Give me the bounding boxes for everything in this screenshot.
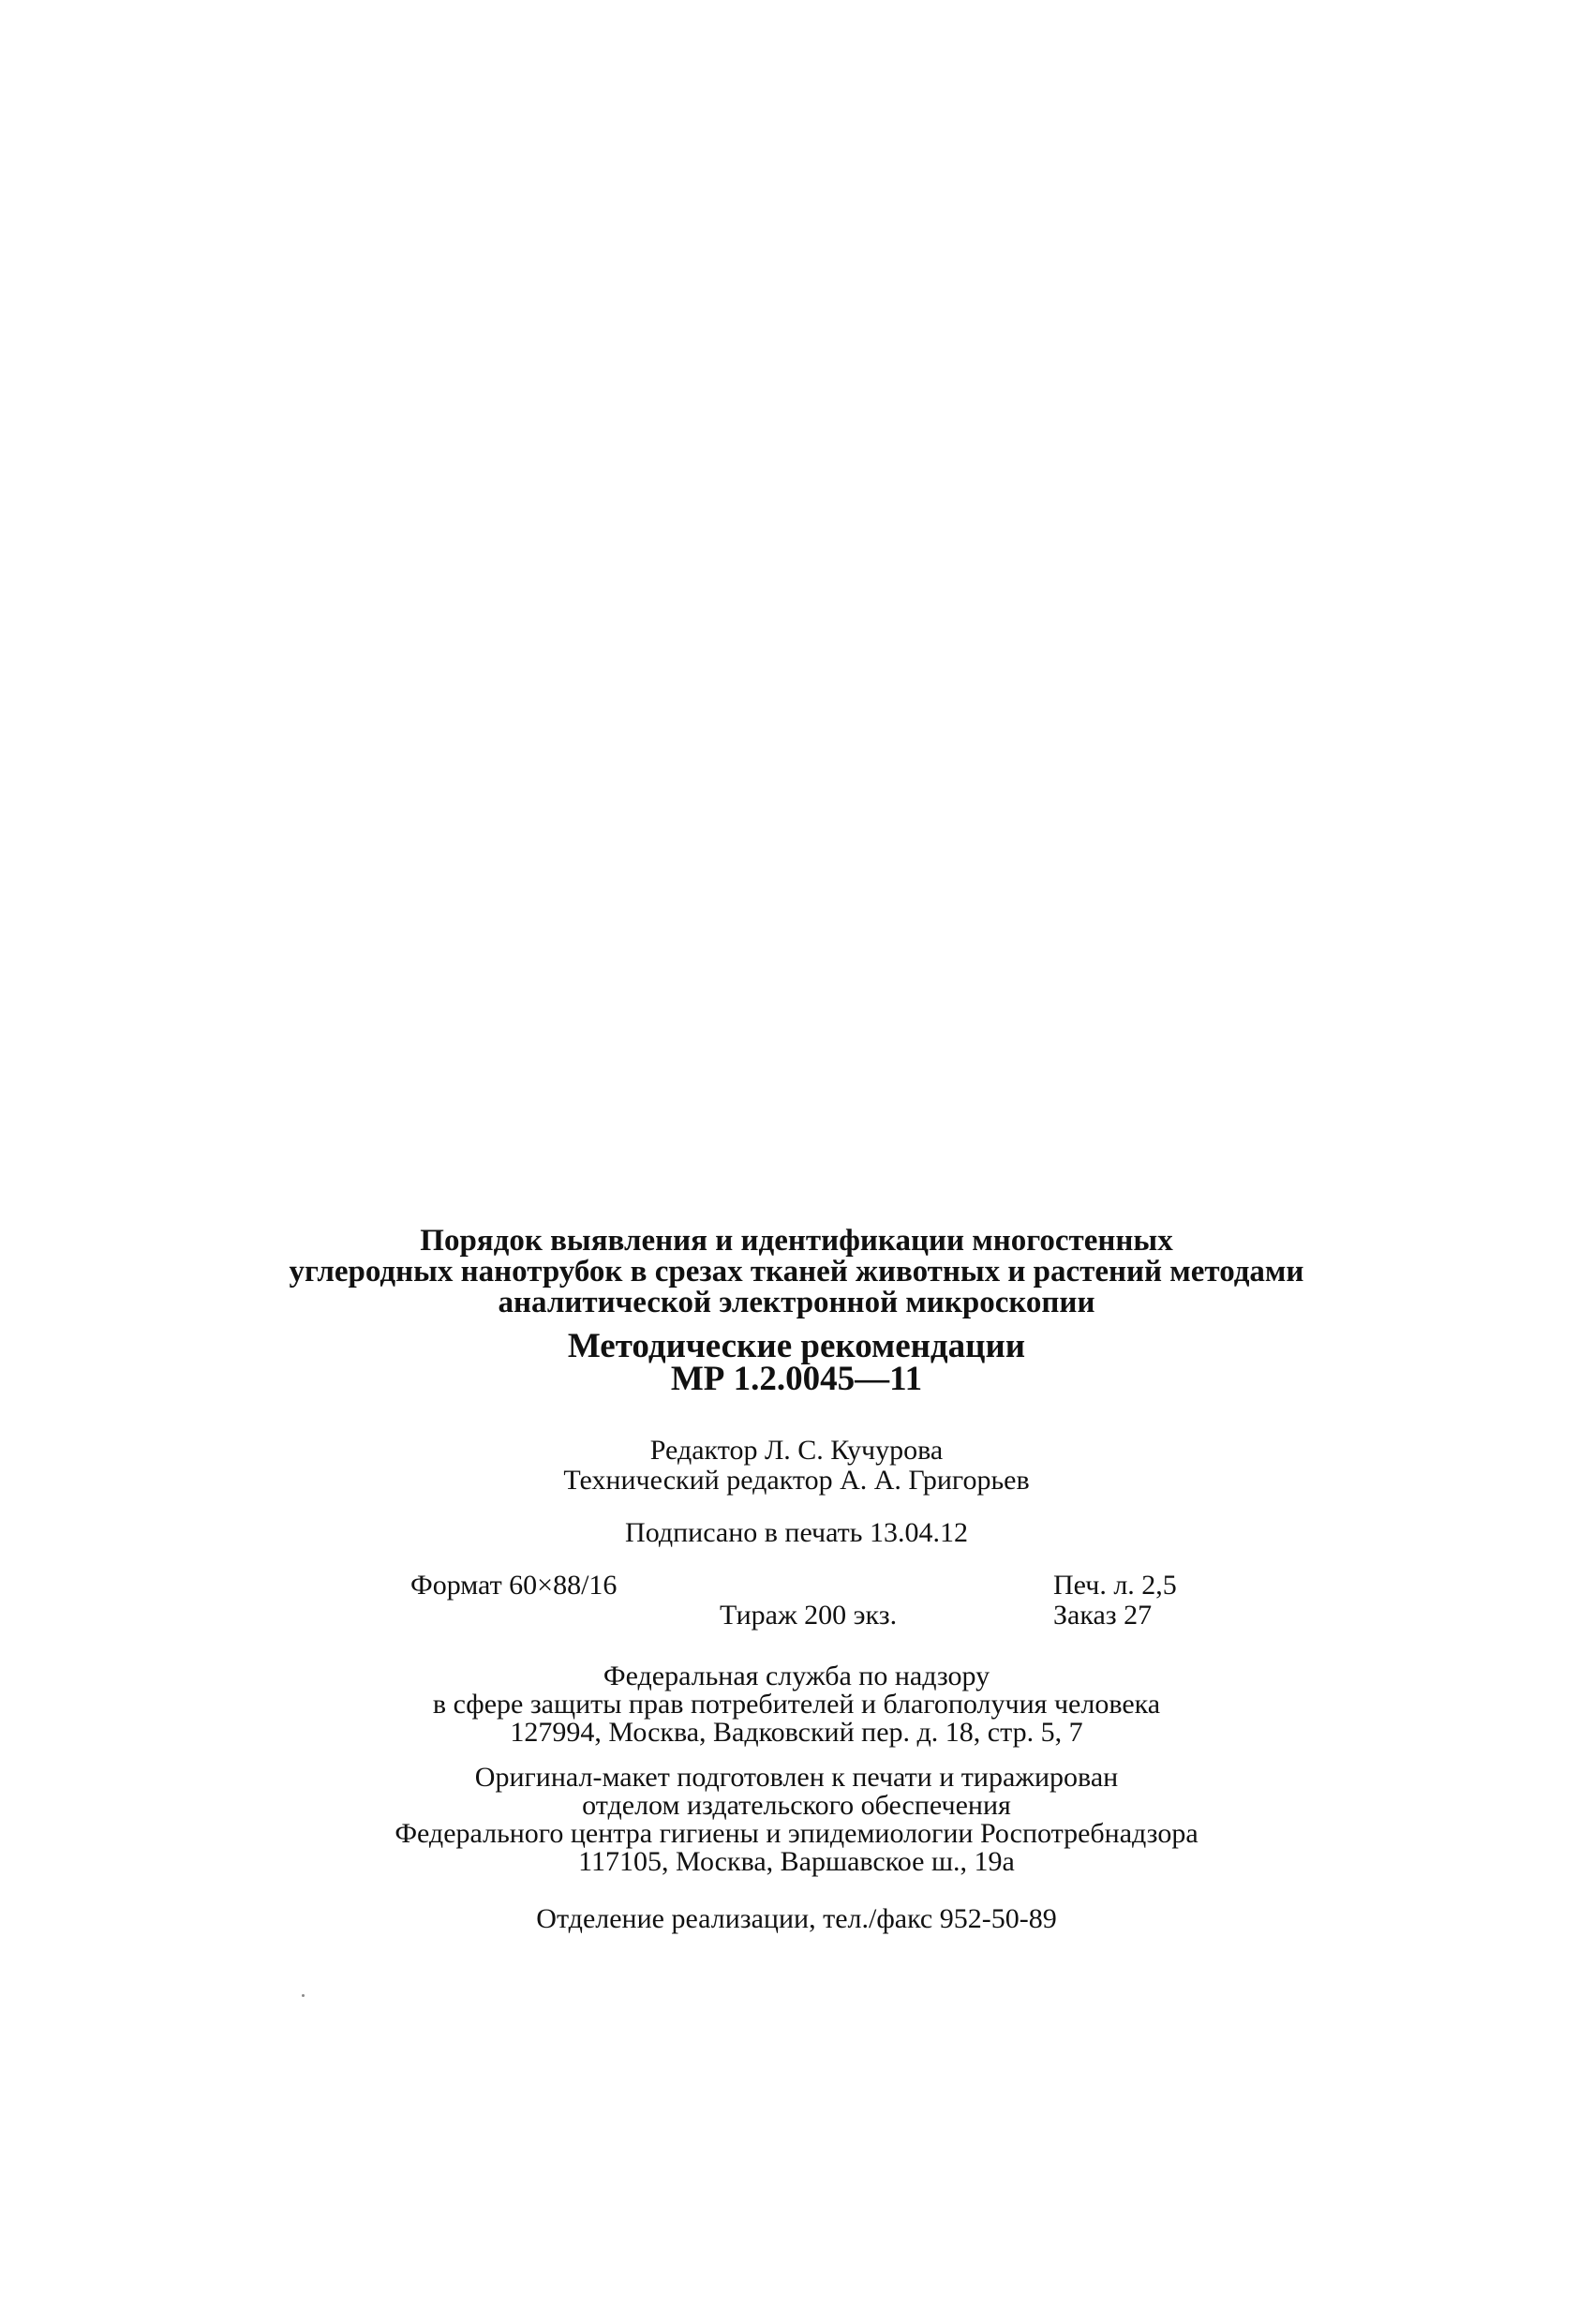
sales-department: Отделение реализации, тел./факс 952-50-89 <box>536 1903 1057 1934</box>
publisher-block <box>0 1662 1593 1747</box>
title-line: углеродных нанотрубок в срезах тканей животных и растений методами <box>289 1255 1304 1289</box>
order-number: Заказ 27 <box>1053 1600 1153 1631</box>
document-type: Методические рекомендации <box>567 1327 1026 1365</box>
signed-to-print: Подписано в печать 13.04.12 <box>625 1517 968 1548</box>
scan-speck <box>302 1994 305 1997</box>
editor: Редактор Л. С. Кучурова <box>649 1435 944 1466</box>
layout-info-block <box>0 1764 1593 1876</box>
print-specs <box>410 1571 1183 1632</box>
credits <box>0 1436 1593 1496</box>
colophon <box>0 1226 1593 1934</box>
publisher-line: в сфере защиты прав потребителей и благополучия человека <box>432 1689 1161 1720</box>
layout-info-line: отделом издательского обеспечения <box>582 1790 1011 1821</box>
printed-sheets: Печ. л. 2,5 <box>1053 1570 1177 1601</box>
title-line: Порядок выявления и идентификации многостенных <box>420 1224 1173 1258</box>
title-line: аналитической электронной микроскопии <box>498 1286 1095 1319</box>
document-designation <box>0 1327 1593 1398</box>
technical-editor: Технический редактор А. А. Григорьев <box>563 1465 1030 1496</box>
layout-info-line: Федерального центра гигиены и эпидемиологии Роспотребнадзора <box>395 1818 1198 1849</box>
document-title <box>0 1226 1593 1318</box>
layout-info-address: 117105, Москва, Варшавское ш., 19а <box>578 1846 1015 1877</box>
document-code: МР 1.2.0045—11 <box>670 1360 923 1398</box>
publisher-address: 127994, Москва, Вадковский пер. д. 18, стр. 5, 7 <box>510 1717 1083 1748</box>
layout-info-line: Оригинал-макет подготовлен к печати и тиражирован <box>474 1762 1119 1793</box>
print-format: Формат 60×88/16 <box>410 1570 618 1601</box>
publisher-line: Федеральная служба по надзору <box>603 1661 990 1691</box>
print-run: Тираж 200 экз. <box>720 1600 898 1631</box>
